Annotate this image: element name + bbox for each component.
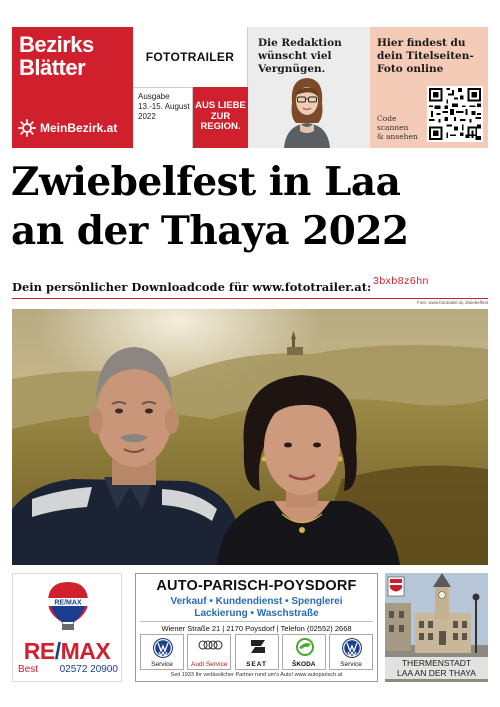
slogan-line3: REGION. [200, 121, 241, 132]
slogan-badge [193, 87, 248, 148]
cover-photo-promo [370, 27, 488, 148]
download-code-label: Dein persönlicher Downloadcode für www.fototrailer.at: [12, 280, 372, 294]
masthead [12, 27, 488, 148]
issue-dates: 13.-15. August [138, 102, 190, 111]
brand-vw [140, 634, 184, 670]
remax-name-slash: / [54, 638, 61, 664]
qr-instructions [377, 114, 418, 141]
auto-services-line2: Lackierung • Waschstraße [194, 608, 319, 619]
brand-vw-nutzfahrzeuge-label: Service [340, 661, 362, 668]
qr-code-icon[interactable] [427, 86, 483, 142]
editorial-box [248, 27, 370, 148]
issue-year: 2022 [138, 112, 156, 121]
brand-logos [140, 634, 373, 670]
auto-services-line1: Verkauf • Kundendienst • Spenglerei [170, 596, 343, 607]
brand-seat-label: SEAT [246, 661, 267, 668]
logo-site-label: MeinBezirk.at [40, 121, 118, 135]
issue-info [133, 87, 193, 148]
cover-photo [12, 309, 488, 565]
issue-label: Ausgabe [138, 92, 170, 101]
qr-instruction-line3: & ansehen [377, 132, 418, 141]
auto-services [136, 596, 377, 620]
town-label-line2: LAA AN DER THAYA [397, 668, 476, 678]
logo-title-line2: Blätter [19, 55, 86, 80]
ads-row [12, 573, 488, 682]
logo-site [18, 119, 117, 137]
brand-seat [235, 634, 279, 670]
brand-skoda-label: ŠKODA [292, 661, 316, 668]
skoda-logo-icon [292, 637, 318, 659]
logo-title [19, 33, 94, 79]
slogan-line1: AUS LIEBE [195, 100, 246, 111]
seat-logo-icon [245, 637, 271, 659]
qr-instruction-line2: scannen [377, 123, 409, 132]
couple-photo [12, 309, 488, 565]
brand-skoda [282, 634, 326, 670]
headline-line1: Zwiebelfest in Laa [11, 159, 401, 205]
remax-name-left: RE [23, 638, 55, 664]
brand-vw-nutzfahrzeuge [329, 634, 373, 670]
remax-phone[interactable]: 02572 20900 [59, 664, 118, 675]
laa-town-ad[interactable] [385, 573, 488, 682]
remax-name-right: MAX [60, 638, 111, 664]
sun-logo-icon [18, 119, 36, 137]
auto-title: AUTO-PARISCH-POYSDORF [156, 578, 357, 594]
bezirksblaetter-logo[interactable] [12, 27, 133, 148]
auto-parisch-ad[interactable] [135, 573, 378, 682]
headline-line2: an der Thaya 2022 [11, 208, 409, 254]
remax-name [13, 638, 121, 665]
auto-address: Wiener Straße 21 | 2170 Poysdorf | Telefon (02552) 2668 [140, 621, 373, 633]
audi-rings-icon [197, 637, 223, 659]
editorial-text: Die Redaktion wünscht viel Vergnügen. [258, 37, 342, 75]
divider [12, 298, 488, 299]
cover-photo-text: Hier findest du dein Titelseiten-Foto online [377, 37, 474, 75]
headline [11, 158, 491, 256]
remax-branch: Best [18, 664, 39, 675]
vw-nutzfahrzeuge-logo-icon [339, 637, 365, 659]
remax-contact [18, 664, 118, 675]
balloon-logo-icon [46, 580, 90, 636]
town-label-line1: THERMENSTADT [401, 658, 472, 668]
brand-vw-label: Service [151, 661, 173, 668]
balloon-label: RE/MAX [54, 599, 82, 607]
brand-audi-label: Audi Service [191, 661, 228, 668]
auto-footer: Seit 1933 Ihr verlässlicher Partner rund um's Auto! www.autoparisch.at [170, 672, 343, 678]
town-label [385, 657, 488, 679]
fototrailer-label: FOTOTRAILER [133, 27, 248, 87]
brand-audi [187, 634, 231, 670]
remax-ad[interactable] [12, 573, 122, 682]
download-code[interactable]: 3bxb8z6hn [373, 275, 429, 287]
logo-title-line1: Bezirks [19, 32, 94, 57]
slogan-line2: ZUR [210, 110, 231, 122]
photo-credit: Foto: www.fototrailer.at, Zwiebelfest [416, 300, 488, 305]
vw-logo-icon [150, 637, 176, 659]
editor-portrait [278, 73, 336, 148]
qr-instruction-line1: Code [377, 114, 397, 123]
